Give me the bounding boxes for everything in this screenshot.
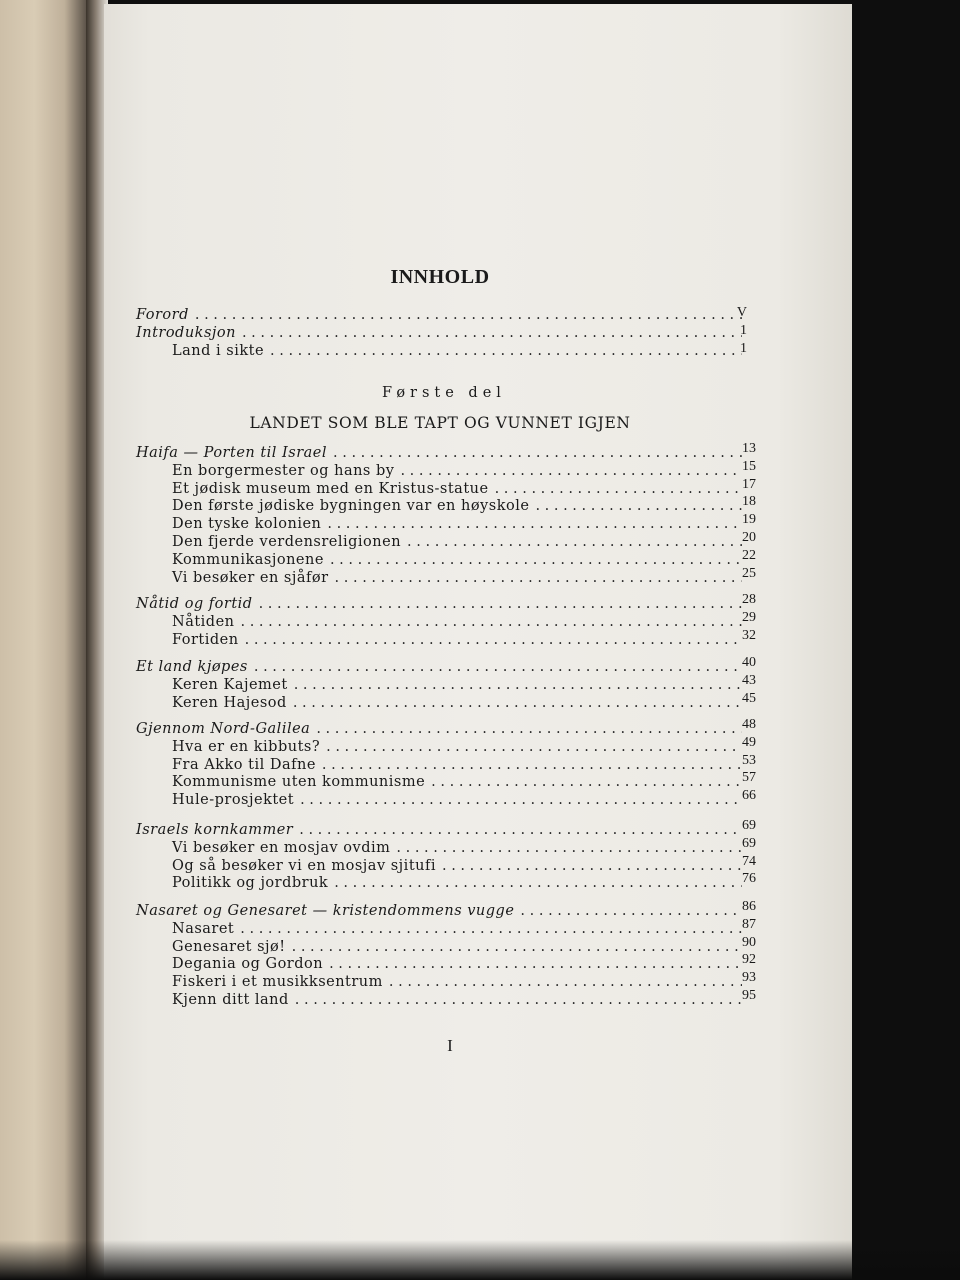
- toc-subentry: [172, 632, 746, 650]
- toc-page-number: 29: [742, 610, 756, 625]
- book-page: [104, 4, 852, 1280]
- leader-dots: [327, 516, 742, 532]
- toc-subentry-title: Den fjerde verdensreligionen: [172, 534, 402, 550]
- leader-dots: [329, 956, 742, 972]
- toc-page-number: 18: [742, 494, 756, 509]
- toc-page-number: 74: [742, 854, 756, 869]
- toc-subentry-title: Genesaret sjø!: [172, 939, 286, 955]
- toc-subentry: [172, 956, 746, 974]
- leader-dots: [294, 677, 742, 693]
- leader-dots: [242, 325, 742, 341]
- toc-subentry-title: Vi besøker en mosjav ovdim: [172, 840, 391, 856]
- toc-section-title: Gjennom Nord-Galilea: [136, 721, 311, 737]
- toc-subentry-title: Kjenn ditt land: [172, 992, 289, 1008]
- toc-subentry-title: Fortiden: [172, 632, 239, 648]
- leader-dots: [431, 774, 742, 790]
- toc-subentry-title: En borgermester og hans by: [172, 463, 395, 479]
- toc-subentry: [172, 992, 746, 1010]
- toc-subentry: [172, 552, 746, 570]
- toc-subentry-title: Og så besøker vi en mosjav sjitufi: [172, 858, 436, 874]
- leader-dots: [442, 858, 742, 874]
- leader-dots: [316, 721, 742, 737]
- toc-page-number: 69: [742, 818, 756, 833]
- toc-subentry-title: Degania og Gordon: [172, 956, 324, 972]
- toc-page-number: 32: [742, 628, 756, 643]
- toc-section-entry: [136, 596, 746, 614]
- toc-subentry: [172, 939, 746, 957]
- leader-dots: [245, 632, 742, 648]
- toc-page-number: 66: [742, 788, 756, 803]
- part-title: LANDET SOM BLE TAPT OG VUNNET IGJEN: [249, 414, 631, 432]
- toc-page-number: 69: [742, 836, 756, 851]
- toc-section-entry: [136, 445, 746, 463]
- toc-section-title: Introduksjon: [136, 325, 236, 341]
- toc-subentry-title: Keren Kajemet: [172, 677, 288, 693]
- toc-subentry-title: Nasaret: [172, 921, 235, 937]
- toc-subentry-title: Fiskeri i et musikksentrum: [172, 974, 383, 990]
- toc-section-entry: [136, 903, 746, 921]
- toc-subentry: [172, 534, 746, 552]
- toc-subentry: [172, 570, 746, 588]
- toc-subentry-title: Den første jødiske bygningen var en høyskole: [172, 498, 530, 514]
- toc-subentry-title: Politikk og jordbruk: [172, 875, 329, 891]
- page-folio: I: [447, 1036, 453, 1055]
- toc-page-number: V: [736, 305, 747, 320]
- leader-dots: [335, 570, 742, 586]
- part-label: Første del: [382, 385, 506, 401]
- leader-dots: [241, 614, 743, 630]
- toc-page-number: 15: [742, 459, 756, 474]
- toc-page-number: 25: [742, 566, 756, 581]
- toc-subentry-title: Et jødisk museum med en Kristus-statue: [172, 481, 489, 497]
- toc-subentry: [172, 739, 746, 757]
- toc-subentry-title: Nåtiden: [172, 614, 235, 630]
- toc-subentry-title: Kommunisme uten kommunisme: [172, 774, 426, 790]
- toc-subentry: [172, 792, 746, 810]
- toc-page-number: 1: [740, 323, 747, 338]
- toc-subentry: [172, 516, 746, 534]
- leader-dots: [334, 875, 742, 891]
- toc-subentry: [172, 481, 746, 499]
- toc-page-number: 40: [742, 655, 756, 670]
- toc-section-title: Forord: [136, 307, 189, 323]
- toc-page-number: 20: [742, 530, 756, 545]
- toc-subentry-title: Hva er en kibbuts?: [172, 739, 321, 755]
- toc-page-number: 43: [742, 673, 756, 688]
- toc-subentry-title: Keren Hajesod: [172, 695, 287, 711]
- toc-section-entry: [136, 822, 746, 840]
- toc-page-number: 92: [742, 952, 756, 967]
- toc-heading: INNHOLD: [390, 266, 490, 288]
- toc-subentry: [172, 677, 746, 695]
- toc-subentry: [172, 840, 746, 858]
- toc-subentry: [172, 463, 746, 481]
- toc-subentry: [172, 343, 746, 361]
- toc-section-title: Nasaret og Genesaret — kristendommens vugge: [136, 903, 515, 919]
- toc-page-number: 48: [742, 717, 756, 732]
- leader-dots: [300, 792, 742, 808]
- toc-page-number: 17: [742, 477, 756, 492]
- leader-dots: [535, 498, 742, 514]
- leader-dots: [293, 695, 742, 711]
- toc-page-number: 22: [742, 548, 756, 563]
- leader-dots: [326, 739, 742, 755]
- toc-subentry-title: Land i sikte: [172, 343, 265, 359]
- toc-page-number: 86: [742, 899, 756, 914]
- toc-section-entry: [136, 659, 746, 677]
- toc-page-number: 28: [742, 592, 756, 607]
- leader-dots: [520, 903, 742, 919]
- toc-page-number: 87: [742, 917, 756, 932]
- leader-dots: [292, 939, 742, 955]
- leader-dots: [240, 921, 742, 937]
- facing-page-edge: [0, 0, 86, 1280]
- toc-subentry: [172, 695, 746, 713]
- toc-subentry-title: Den tyske kolonien: [172, 516, 322, 532]
- leader-dots: [270, 343, 742, 359]
- toc-subentry: [172, 774, 746, 792]
- toc-subentry: [172, 858, 746, 876]
- leader-dots: [495, 481, 742, 497]
- leader-dots: [195, 307, 742, 323]
- toc-subentry-title: Kommunikasjonene: [172, 552, 324, 568]
- toc-section-title: Israels kornkammer: [136, 822, 294, 838]
- toc-subentry-title: Hule-prosjektet: [172, 792, 295, 808]
- toc-page-number: 53: [742, 753, 756, 768]
- toc-page-number: 93: [742, 970, 756, 985]
- leader-dots: [389, 974, 742, 990]
- toc-subentry: [172, 757, 746, 775]
- leader-dots: [259, 596, 742, 612]
- leader-dots: [295, 992, 742, 1008]
- toc-page-number: 13: [742, 441, 756, 456]
- toc-page-number: 45: [742, 691, 756, 706]
- leader-dots: [396, 840, 742, 856]
- toc-subentry: [172, 614, 746, 632]
- toc-subentry-title: Fra Akko til Dafne: [172, 757, 316, 773]
- leader-dots: [254, 659, 742, 675]
- toc-subentry-title: Vi besøker en sjåfør: [172, 570, 329, 586]
- toc-page-number: 57: [742, 770, 756, 785]
- leader-dots: [330, 552, 742, 568]
- toc-section-entry: [136, 307, 746, 325]
- toc-section-title: Et land kjøpes: [136, 659, 248, 675]
- toc-page-number: 95: [742, 988, 756, 1003]
- leader-dots: [407, 534, 742, 550]
- toc-page-number: 49: [742, 735, 756, 750]
- leader-dots: [322, 757, 742, 773]
- toc-page-number: 19: [742, 512, 756, 527]
- leader-dots: [333, 445, 742, 461]
- toc-section-entry: [136, 721, 746, 739]
- leader-dots: [400, 463, 742, 479]
- toc-section-title: Nåtid og fortid: [136, 596, 253, 612]
- toc-page-number: 90: [742, 935, 756, 950]
- toc-section-title: Haifa — Porten til Israel: [136, 445, 328, 461]
- toc-subentry: [172, 921, 746, 939]
- toc-subentry: [172, 875, 746, 893]
- toc-page-number: 1: [740, 341, 747, 356]
- toc-section-entry: [136, 325, 746, 343]
- toc-subentry: [172, 974, 746, 992]
- leader-dots: [299, 822, 742, 838]
- toc-page-number: 76: [742, 871, 756, 886]
- toc-subentry: [172, 498, 746, 516]
